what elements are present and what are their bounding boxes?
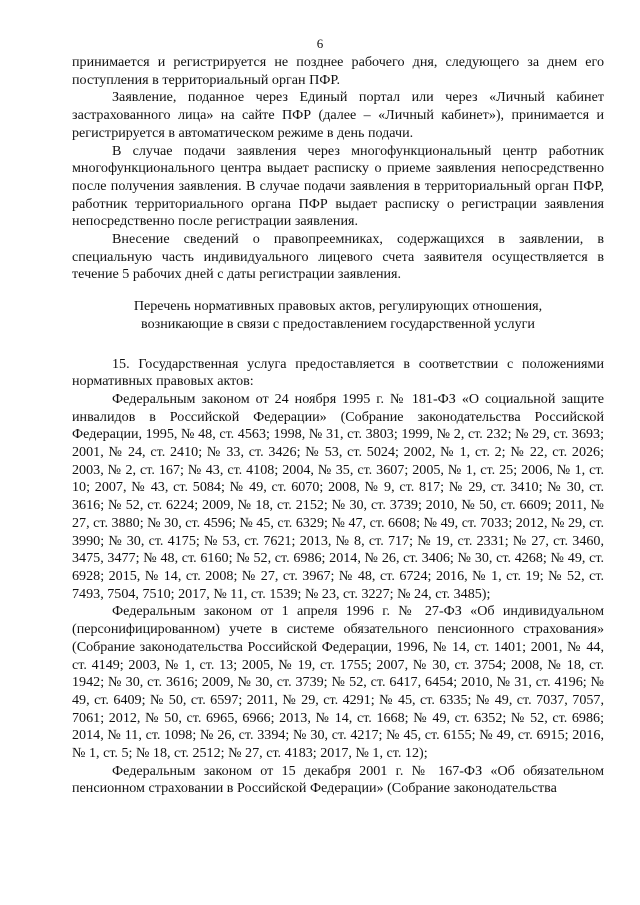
- document-body: [72, 54, 604, 798]
- paragraph-law-27-fz: Федеральным законом от 1 апреля 1996 г. № 27-ФЗ «Об индивидуальном (персонифицированном) учете в системе обязательного пенсионного страхования» (Собрание законодательства Российской Федерации, 1996, № 14, ст. 1401; 2001, № 44, ст. 4149; 2003, № 1, ст. 13; 2005, № 19, ст. 1755; 2007, № 30, ст. 3754; 2008, № 18, ст. 1942; № 30, ст. 3616; 2009, № 30, ст. 3739; № 52, ст. 6417, 6454; 2010, № 31, ст. 4196; № 49, ст. 6409; № 50, ст. 6597; 2011, № 29, ст. 4291; № 45, ст. 6335; № 49, ст. 7037, 7057, 7061; 2012, № 50, ст. 6965, 6966; 2013, № 14, ст. 1668; № 49, ст. 6352; № 52, ст. 6986; 2014, № 11, ст. 1098; № 26, ст. 3394; № 30, ст. 4217; № 45, ст. 6155; № 49, ст. 6915; 2016, № 1, ст. 5; № 18, ст. 2512; № 27, ст. 4183; 2017, № 1, ст. 12);: [72, 603, 604, 762]
- paragraph-successors-info: Внесение сведений о правопреемниках, содержащихся в заявлении, в специальную часть индивидуального лицевого счета заявителя осуществляется в течение 5 рабочих дней с даты регистрации заявления.: [72, 231, 604, 283]
- section-heading: [72, 298, 604, 333]
- page-number: 6: [316, 36, 324, 51]
- section-heading-line-2: возникающие в связи с предоставлением государственной услуги: [141, 315, 535, 332]
- paragraph-law-167-fz: Федеральным законом от 15 декабря 2001 г. № 167-ФЗ «Об обязательном пенсионном страховании в Российской Федерации» (Собрание законодательства: [72, 762, 604, 797]
- paragraph-law-181-fz: Федеральным законом от 24 ноября 1995 г. № 181-ФЗ «О социальной защите инвалидов в Российской Федерации» (Собрание законодательства Российской Федерации, 1995, № 48, ст. 4563; 1998, № 31, ст. 3803; 1999, № 2, ст. 232; № 29, ст. 3693; 2001, № 24, ст. 2410; № 33, ст. 3426; № 53, ст. 5024; 2002, № 1, ст. 2; № 22, ст. 2026; 2003, № 2, ст. 167; № 43, ст. 4108; 2004, № 35, ст. 3607; 2005, № 1, ст. 25; 2006, № 1, ст. 10; 2007, № 43, ст. 5084; № 49, ст. 6070; 2008, № 9, ст. 817; № 29, ст. 3410; № 30, ст. 3616; № 52, ст. 6224; 2009, № 18, ст. 2152; № 30, ст. 3739; 2010, № 50, ст. 6609; 2011, № 27, ст. 3880; № 30, ст. 4596; № 45, ст. 6329; № 47, ст. 6608; № 49, ст. 7033; 2012, № 29, ст. 3990; № 30, ст. 4175; № 53, ст. 7621; 2013, № 8, ст. 717; № 19, ст. 2331; № 27, ст. 3460, 3475, 3477; № 48, ст. 6160; № 52, ст. 6986; 2014, № 26, ст. 3406; № 30, ст. 4268; № 49, ст. 6928; 2015, № 14, ст. 2008; № 27, ст. 3967; № 48, ст. 6724; 2016, № 1, ст. 19; № 52, ст. 7493, 7504, 7510; 2017, № 11, ст. 1539; № 23, ст. 3227; № 24, ст. 3485);: [72, 390, 604, 602]
- paragraph-mfc-application: В случае подачи заявления через многофункциональный центр работник многофункционального центра выдает расписку о приеме заявления непосредственно после получения заявления. В случае подачи заявления в территориальный орган ПФР, работник территориального органа ПФР выдает расписку о регистрации заявления непосредственно после регистрации заявления.: [72, 142, 604, 230]
- paragraph-portal-application: Заявление, поданное через Единый портал или через «Личный кабинет застрахованного лица» на сайте ПФР (далее – «Личный кабинет»), принимается и регистрируется в автоматическом режиме в день подачи.: [72, 89, 604, 141]
- paragraph-continuation: принимается и регистрируется не позднее рабочего дня, следующего за днем его поступления в территориальный орган ПФР.: [72, 54, 604, 88]
- paragraph-item-15: 15. Государственная услуга предоставляется в соответствии с положениями нормативных правовых актов:: [72, 355, 604, 390]
- section-heading-line-1: Перечень нормативных правовых актов, регулирующих отношения,: [133, 298, 543, 315]
